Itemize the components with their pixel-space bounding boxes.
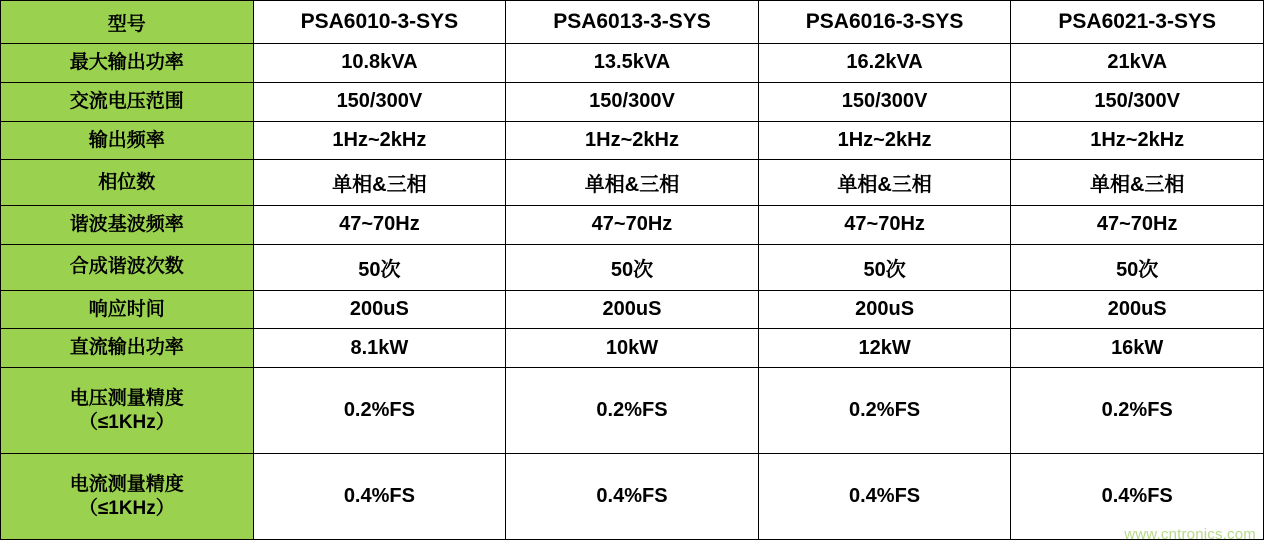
row-header-3-line1: 相位数 <box>98 171 156 193</box>
cell-4-3: 47~70Hz <box>1011 206 1264 245</box>
cell-9-1: 0.4%FS <box>506 454 759 540</box>
table-header-row <box>1 1 1264 44</box>
cell-6-1: 200uS <box>506 290 759 329</box>
cell-8-0: 0.2%FS <box>253 368 506 454</box>
row-header-1 <box>1 82 254 121</box>
cell-5-0: 50次 <box>253 244 506 290</box>
row-header-0-line1: 最大输出功率 <box>69 52 184 74</box>
cell-8-1: 0.2%FS <box>506 368 759 454</box>
cell-9-2: 0.4%FS <box>758 454 1011 540</box>
table-row <box>1 329 1264 368</box>
table-row <box>1 206 1264 245</box>
cell-0-2: 16.2kVA <box>758 44 1011 83</box>
row-header-5-line1: 合成谐波次数 <box>69 256 184 278</box>
row-header-9-line2: （≤1KHz） <box>78 497 175 519</box>
row-header-8 <box>1 368 254 454</box>
row-header-9 <box>1 454 254 540</box>
cell-2-2: 1Hz~2kHz <box>758 121 1011 160</box>
row-header-6-line1: 响应时间 <box>88 298 165 320</box>
row-header-8-line1: 电压测量精度 <box>69 387 184 409</box>
cell-7-1: 10kW <box>506 329 759 368</box>
cell-8-2: 0.2%FS <box>758 368 1011 454</box>
cell-5-2: 50次 <box>758 244 1011 290</box>
row-header-2-line1: 输出频率 <box>88 129 165 151</box>
cell-9-0: 0.4%FS <box>253 454 506 540</box>
table-row <box>1 82 1264 121</box>
cell-3-0: 单相&三相 <box>253 160 506 206</box>
cell-7-2: 12kW <box>758 329 1011 368</box>
column-header-model-4: PSA6021-3-SYS <box>1011 1 1264 44</box>
row-header-3 <box>1 160 254 206</box>
cell-1-0: 150/300V <box>253 82 506 121</box>
row-header-6 <box>1 290 254 329</box>
row-header-1-line1: 交流电压范围 <box>69 90 184 112</box>
table-row <box>1 44 1264 83</box>
cell-3-1: 单相&三相 <box>506 160 759 206</box>
table-corner-header: 型号 <box>1 1 254 44</box>
cell-7-0: 8.1kW <box>253 329 506 368</box>
cell-5-1: 50次 <box>506 244 759 290</box>
cell-0-0: 10.8kVA <box>253 44 506 83</box>
column-header-model-2: PSA6013-3-SYS <box>506 1 759 44</box>
cell-7-3: 16kW <box>1011 329 1264 368</box>
cell-4-2: 47~70Hz <box>758 206 1011 245</box>
cell-6-0: 200uS <box>253 290 506 329</box>
table-row <box>1 368 1264 454</box>
cell-1-2: 150/300V <box>758 82 1011 121</box>
row-header-7-line1: 直流输出功率 <box>69 337 184 359</box>
column-header-model-1: PSA6010-3-SYS <box>253 1 506 44</box>
column-header-model-3: PSA6016-3-SYS <box>758 1 1011 44</box>
cell-5-3: 50次 <box>1011 244 1264 290</box>
cell-6-2: 200uS <box>758 290 1011 329</box>
table-row <box>1 290 1264 329</box>
cell-4-0: 47~70Hz <box>253 206 506 245</box>
table-row <box>1 160 1264 206</box>
table-row <box>1 121 1264 160</box>
row-header-7 <box>1 329 254 368</box>
row-header-8-line2: （≤1KHz） <box>78 411 175 433</box>
cell-6-3: 200uS <box>1011 290 1264 329</box>
table-row <box>1 244 1264 290</box>
cell-2-1: 1Hz~2kHz <box>506 121 759 160</box>
row-header-4 <box>1 206 254 245</box>
cell-9-3: 0.4%FS <box>1011 454 1264 540</box>
cell-0-1: 13.5kVA <box>506 44 759 83</box>
row-header-5 <box>1 244 254 290</box>
row-header-0 <box>1 44 254 83</box>
cell-8-3: 0.2%FS <box>1011 368 1264 454</box>
row-header-4-line1: 谐波基波频率 <box>69 214 184 236</box>
table-row <box>1 454 1264 540</box>
cell-1-1: 150/300V <box>506 82 759 121</box>
cell-2-3: 1Hz~2kHz <box>1011 121 1264 160</box>
row-header-9-line1: 电流测量精度 <box>69 473 184 495</box>
watermark: www.cntronics.com <box>1124 526 1256 543</box>
cell-3-2: 单相&三相 <box>758 160 1011 206</box>
cell-4-1: 47~70Hz <box>506 206 759 245</box>
cell-0-3: 21kVA <box>1011 44 1264 83</box>
cell-2-0: 1Hz~2kHz <box>253 121 506 160</box>
cell-1-3: 150/300V <box>1011 82 1264 121</box>
cell-3-3: 单相&三相 <box>1011 160 1264 206</box>
row-header-2 <box>1 121 254 160</box>
